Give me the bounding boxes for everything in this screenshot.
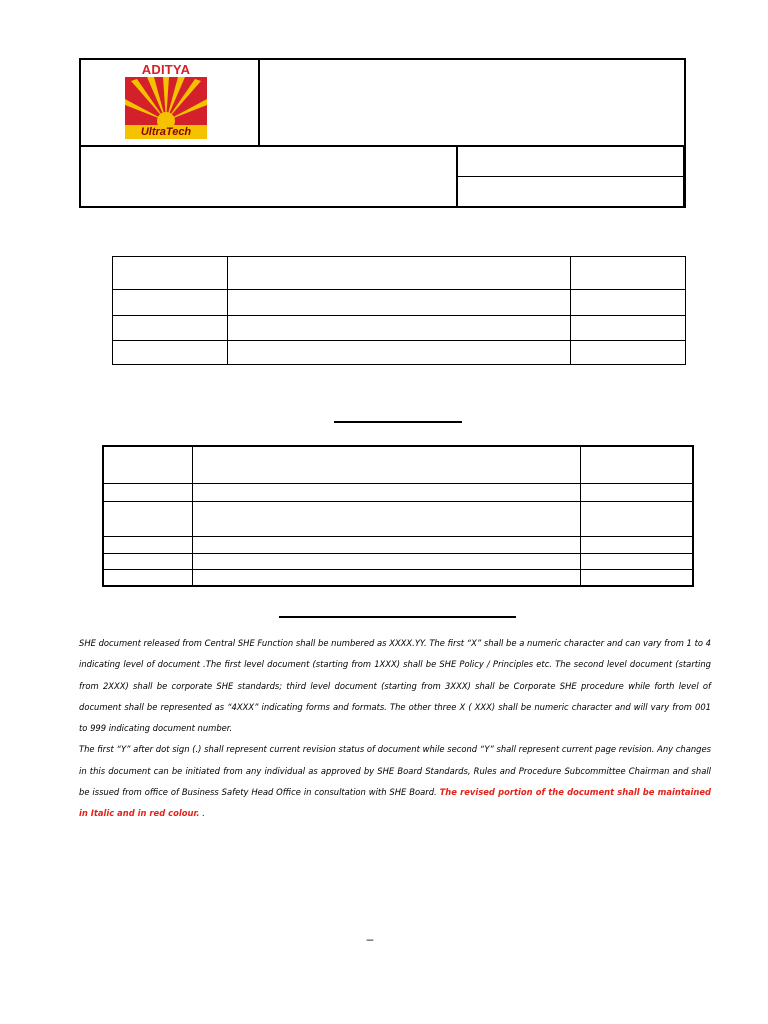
table-cell — [580, 553, 693, 569]
table-cell — [571, 316, 686, 341]
section-title-underline — [334, 421, 462, 423]
table-cell — [103, 536, 193, 553]
numbering-paragraph: SHE document released from Central SHE Function shall be numbered as XXXX.YY. The first “X” shall be a numeric character and can vary from 1 to 4 indicating level of document .The first level document (starting from 1XXX) shall be SHE Policy / Principles etc. The second level document (starting from 2XXX) shall be corporate SHE standards; third level document (starting from 3XXX) shall be Corporate SHE procedure while forth level of document shall be represented as “4XXX” indicating forms and formats. The other three X ( XXX) shall be numeric character and will vary from 001 to 999 indicating document number. — [79, 638, 711, 734]
table-cell — [580, 483, 693, 501]
table-cell — [193, 553, 581, 569]
section-title-underline — [279, 616, 516, 618]
table-row — [103, 501, 693, 536]
table-row — [113, 316, 686, 341]
table-cell — [580, 569, 693, 586]
logo-brand-text: ADITYA — [141, 62, 191, 77]
revision-paragraph — [79, 739, 711, 824]
table-cell — [113, 341, 228, 365]
header-right-edge — [683, 146, 684, 208]
table-cell — [193, 446, 581, 483]
table-cell — [193, 536, 581, 553]
table-cell — [580, 501, 693, 536]
document-number-cell — [460, 148, 682, 175]
header-column-divider — [456, 146, 458, 208]
table-cell — [580, 536, 693, 553]
table-cell — [113, 257, 228, 290]
table-row — [103, 536, 693, 553]
logo-product-text: UltraTech — [125, 125, 207, 139]
table-cell — [571, 257, 686, 290]
revision-history-table — [102, 445, 694, 587]
revision-number-cell — [460, 178, 682, 206]
table-cell — [571, 290, 686, 316]
revised-portion-note: The revised portion of the document shall be maintained in Italic and in red colour. — [79, 787, 711, 819]
aditya-birla-ultratech-logo — [120, 63, 212, 141]
table-cell — [113, 290, 228, 316]
table-cell — [227, 257, 570, 290]
table-cell — [193, 501, 581, 536]
table-cell — [193, 569, 581, 586]
table-row — [103, 553, 693, 569]
table-row — [103, 483, 693, 501]
table-cell — [103, 553, 193, 569]
table-cell — [227, 316, 570, 341]
table-row — [113, 290, 686, 316]
table-cell — [571, 341, 686, 365]
sunburst-logo-icon — [125, 77, 207, 127]
header-divider — [79, 145, 686, 147]
table-row — [103, 569, 693, 586]
table-cell — [227, 341, 570, 365]
page-marker: – — [366, 932, 374, 946]
table-cell — [113, 316, 228, 341]
document-info-table — [112, 256, 686, 365]
table-row — [113, 257, 686, 290]
table-cell — [580, 446, 693, 483]
table-row — [113, 341, 686, 365]
table-row — [103, 446, 693, 483]
table-cell — [103, 483, 193, 501]
header-title-cell — [262, 60, 682, 144]
revision-text: The first “Y” after dot sign (.) shall represent current revision status of document while second “Y” shall represent current page revision. Any changes in this document can be initiated from any individual as approved by SHE Board Standards, Rules and Procedure Subcommittee Chairman and shall be issued from office of Business Safety Head Office in consultation with SHE Board. — [79, 744, 711, 798]
table-cell — [103, 501, 193, 536]
table-cell — [103, 446, 193, 483]
table-cell — [103, 569, 193, 586]
table-cell — [193, 483, 581, 501]
document-numbering-note — [79, 633, 711, 825]
header-right-divider — [457, 176, 685, 177]
revision-text-end: . — [199, 808, 205, 819]
document-title-cell — [82, 148, 454, 206]
table-cell — [227, 290, 570, 316]
